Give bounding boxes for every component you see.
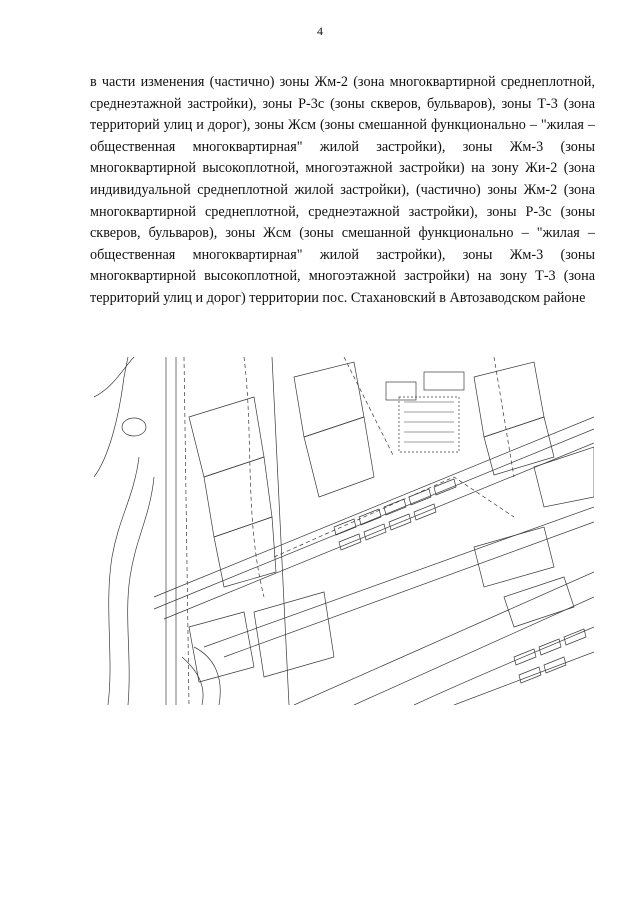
cadastral-map	[94, 357, 594, 705]
map-drawing	[94, 357, 594, 705]
page-number: 4	[317, 24, 323, 38]
description-paragraph: в части изменения (частично) зоны Жм-2 (зона многоквартирной среднеплотной, среднеэтажной застройки), зоны Р-3с (зоны скверов, бульваров), зоны Т-3 (зона территорий улиц и дорог), зоны Жсм (зоны смешанной функционально – "жилая – общественная многоквартирная" жилой застройки), зоны Жм-3 (зоны многоквартирной высокоплотной, многоэтажной застройки) на зону Жи-2 (зона индивидуальной среднеплотной жилой застройки), (частично) зоны Жм-2 (зона многоквартирной среднеплотной, среднеэтажной застройки), зоны Р-3с (зоны скверов, бульваров), зоны Жсм (зоны смешанной функционально – "жилая – общественная многоквартирная" жилой застройки), зоны Жм-3 (зоны многоквартирной высокоплотной, многоэтажной застройки) на зону Т-3 (зона территорий улиц и дорог) территории пос. Стахановский в Автозаводском районе	[90, 74, 595, 306]
